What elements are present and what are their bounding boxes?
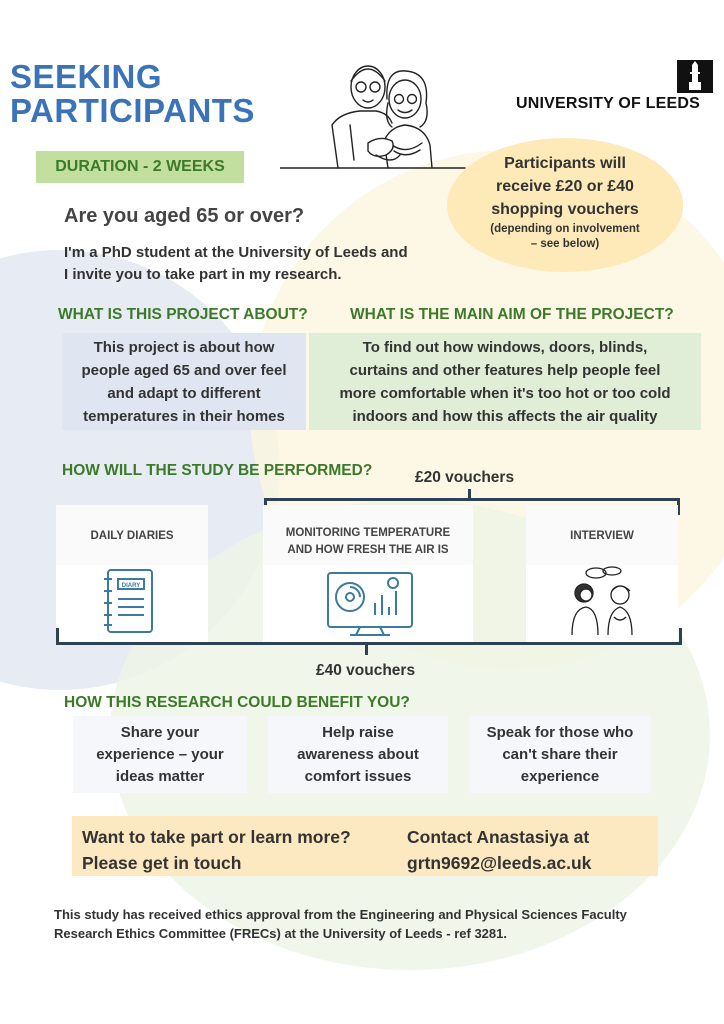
voucher-note: [470, 222, 660, 252]
benefit-1-line-2: experience – your: [96, 745, 224, 763]
contact-email[interactable]: grtn9692@leeds.ac.uk: [407, 853, 592, 873]
voucher-note-1: (depending on involvement: [490, 223, 640, 235]
elderly-couple-illustration: [280, 55, 480, 180]
card-daily-diaries: [56, 505, 208, 642]
benefit-2-line-2: awareness about: [297, 745, 419, 763]
title-line-2: PARTICIPANTS: [10, 92, 255, 129]
diary-label: DIARY: [121, 583, 141, 589]
benefit-card-3: [469, 716, 651, 793]
aim-line-3: more comfortable when it's too hot or too cold: [339, 384, 671, 402]
benefit-3-line-1: Speak for those who: [486, 723, 634, 741]
title-line-1: SEEKING: [10, 58, 163, 95]
about-box: [62, 333, 306, 430]
aim-box: [309, 333, 701, 430]
voucher-note-2: – see below): [530, 238, 600, 250]
intro-text: [64, 242, 464, 286]
contact-details: [407, 824, 591, 876]
ethics-line-2: Research Ethics Committee (FRECs) at the University of Leeds - ref 3281.: [54, 926, 507, 941]
contact-cta-line-1: Want to take part or learn more?: [82, 827, 351, 847]
study-heading: HOW WILL THE STUDY BE PERFORMED?: [62, 462, 373, 479]
voucher-20-label: £20 vouchers: [415, 469, 515, 486]
bracket-tick-bottom: [365, 643, 368, 655]
card-daily-diaries-title: DAILY DIARIES: [90, 530, 174, 542]
card-monitoring-title: [263, 525, 473, 559]
voucher-info: [470, 152, 660, 252]
card-monitoring-line-2: AND HOW FRESH THE AIR IS: [287, 544, 449, 556]
intro-line-1: I'm a PhD student at the University of Leeds and: [64, 244, 408, 261]
voucher-40-bracket: [56, 628, 682, 645]
voucher-line-1: Participants will: [504, 155, 626, 172]
about-line-2: people aged 65 and over feel: [81, 361, 287, 379]
eligibility-question: Are you aged 65 or over?: [64, 205, 305, 227]
about-heading: WHAT IS THIS PROJECT ABOUT?: [58, 306, 308, 323]
aim-line-1: To find out how windows, doors, blinds,: [362, 338, 648, 356]
benefit-3-line-3: experience: [520, 767, 600, 785]
ethics-statement: [54, 905, 694, 943]
contact-name: Contact Anastasiya at: [407, 827, 590, 847]
about-line-4: temperatures in their homes: [83, 407, 285, 425]
tower-icon: [677, 60, 713, 93]
about-line-3: and adapt to different: [107, 384, 261, 402]
about-line-1: This project is about how: [93, 338, 275, 356]
voucher-line-3: shopping vouchers: [491, 201, 639, 218]
university-name: UNIVERSITY OF LEEDS: [516, 95, 700, 112]
benefits-heading: HOW THIS RESEARCH COULD BENEFIT YOU?: [64, 694, 410, 711]
university-logo-mark: [677, 60, 713, 93]
benefit-2-line-1: Help raise: [322, 723, 394, 741]
voucher-40-label: £40 vouchers: [316, 662, 416, 679]
contact-cta: [82, 824, 351, 876]
benefit-3-line-2: can't share their: [502, 745, 618, 763]
contact-box: [72, 816, 658, 876]
benefit-2-line-3: comfort issues: [304, 767, 412, 785]
voucher-line-2: receive £20 or £40: [496, 178, 634, 195]
intro-line-2: I invite you to take part in my research.: [64, 266, 342, 283]
page-title: [10, 60, 255, 128]
aim-line-2: curtains and other features help people feel: [349, 361, 661, 379]
card-interview: [526, 505, 678, 642]
benefit-1-line-3: ideas matter: [115, 767, 205, 785]
ethics-line-1: This study has received ethics approval from the Engineering and Physical Sciences Faculty: [54, 907, 627, 922]
aim-heading: WHAT IS THE MAIN AIM OF THE PROJECT?: [350, 306, 674, 323]
contact-cta-line-2: Please get in touch: [82, 853, 242, 873]
card-monitoring: [263, 505, 473, 642]
bracket-tick-top: [468, 489, 471, 499]
aim-line-4: indoors and how this affects the air quality: [352, 407, 658, 425]
card-interview-title: INTERVIEW: [570, 530, 634, 542]
benefit-card-1: [73, 716, 247, 793]
card-monitoring-line-1: MONITORING TEMPERATURE: [285, 527, 451, 539]
duration-badge: DURATION - 2 WEEKS: [36, 151, 244, 183]
benefit-card-2: [268, 716, 448, 793]
benefit-1-line-1: Share your: [120, 723, 200, 741]
